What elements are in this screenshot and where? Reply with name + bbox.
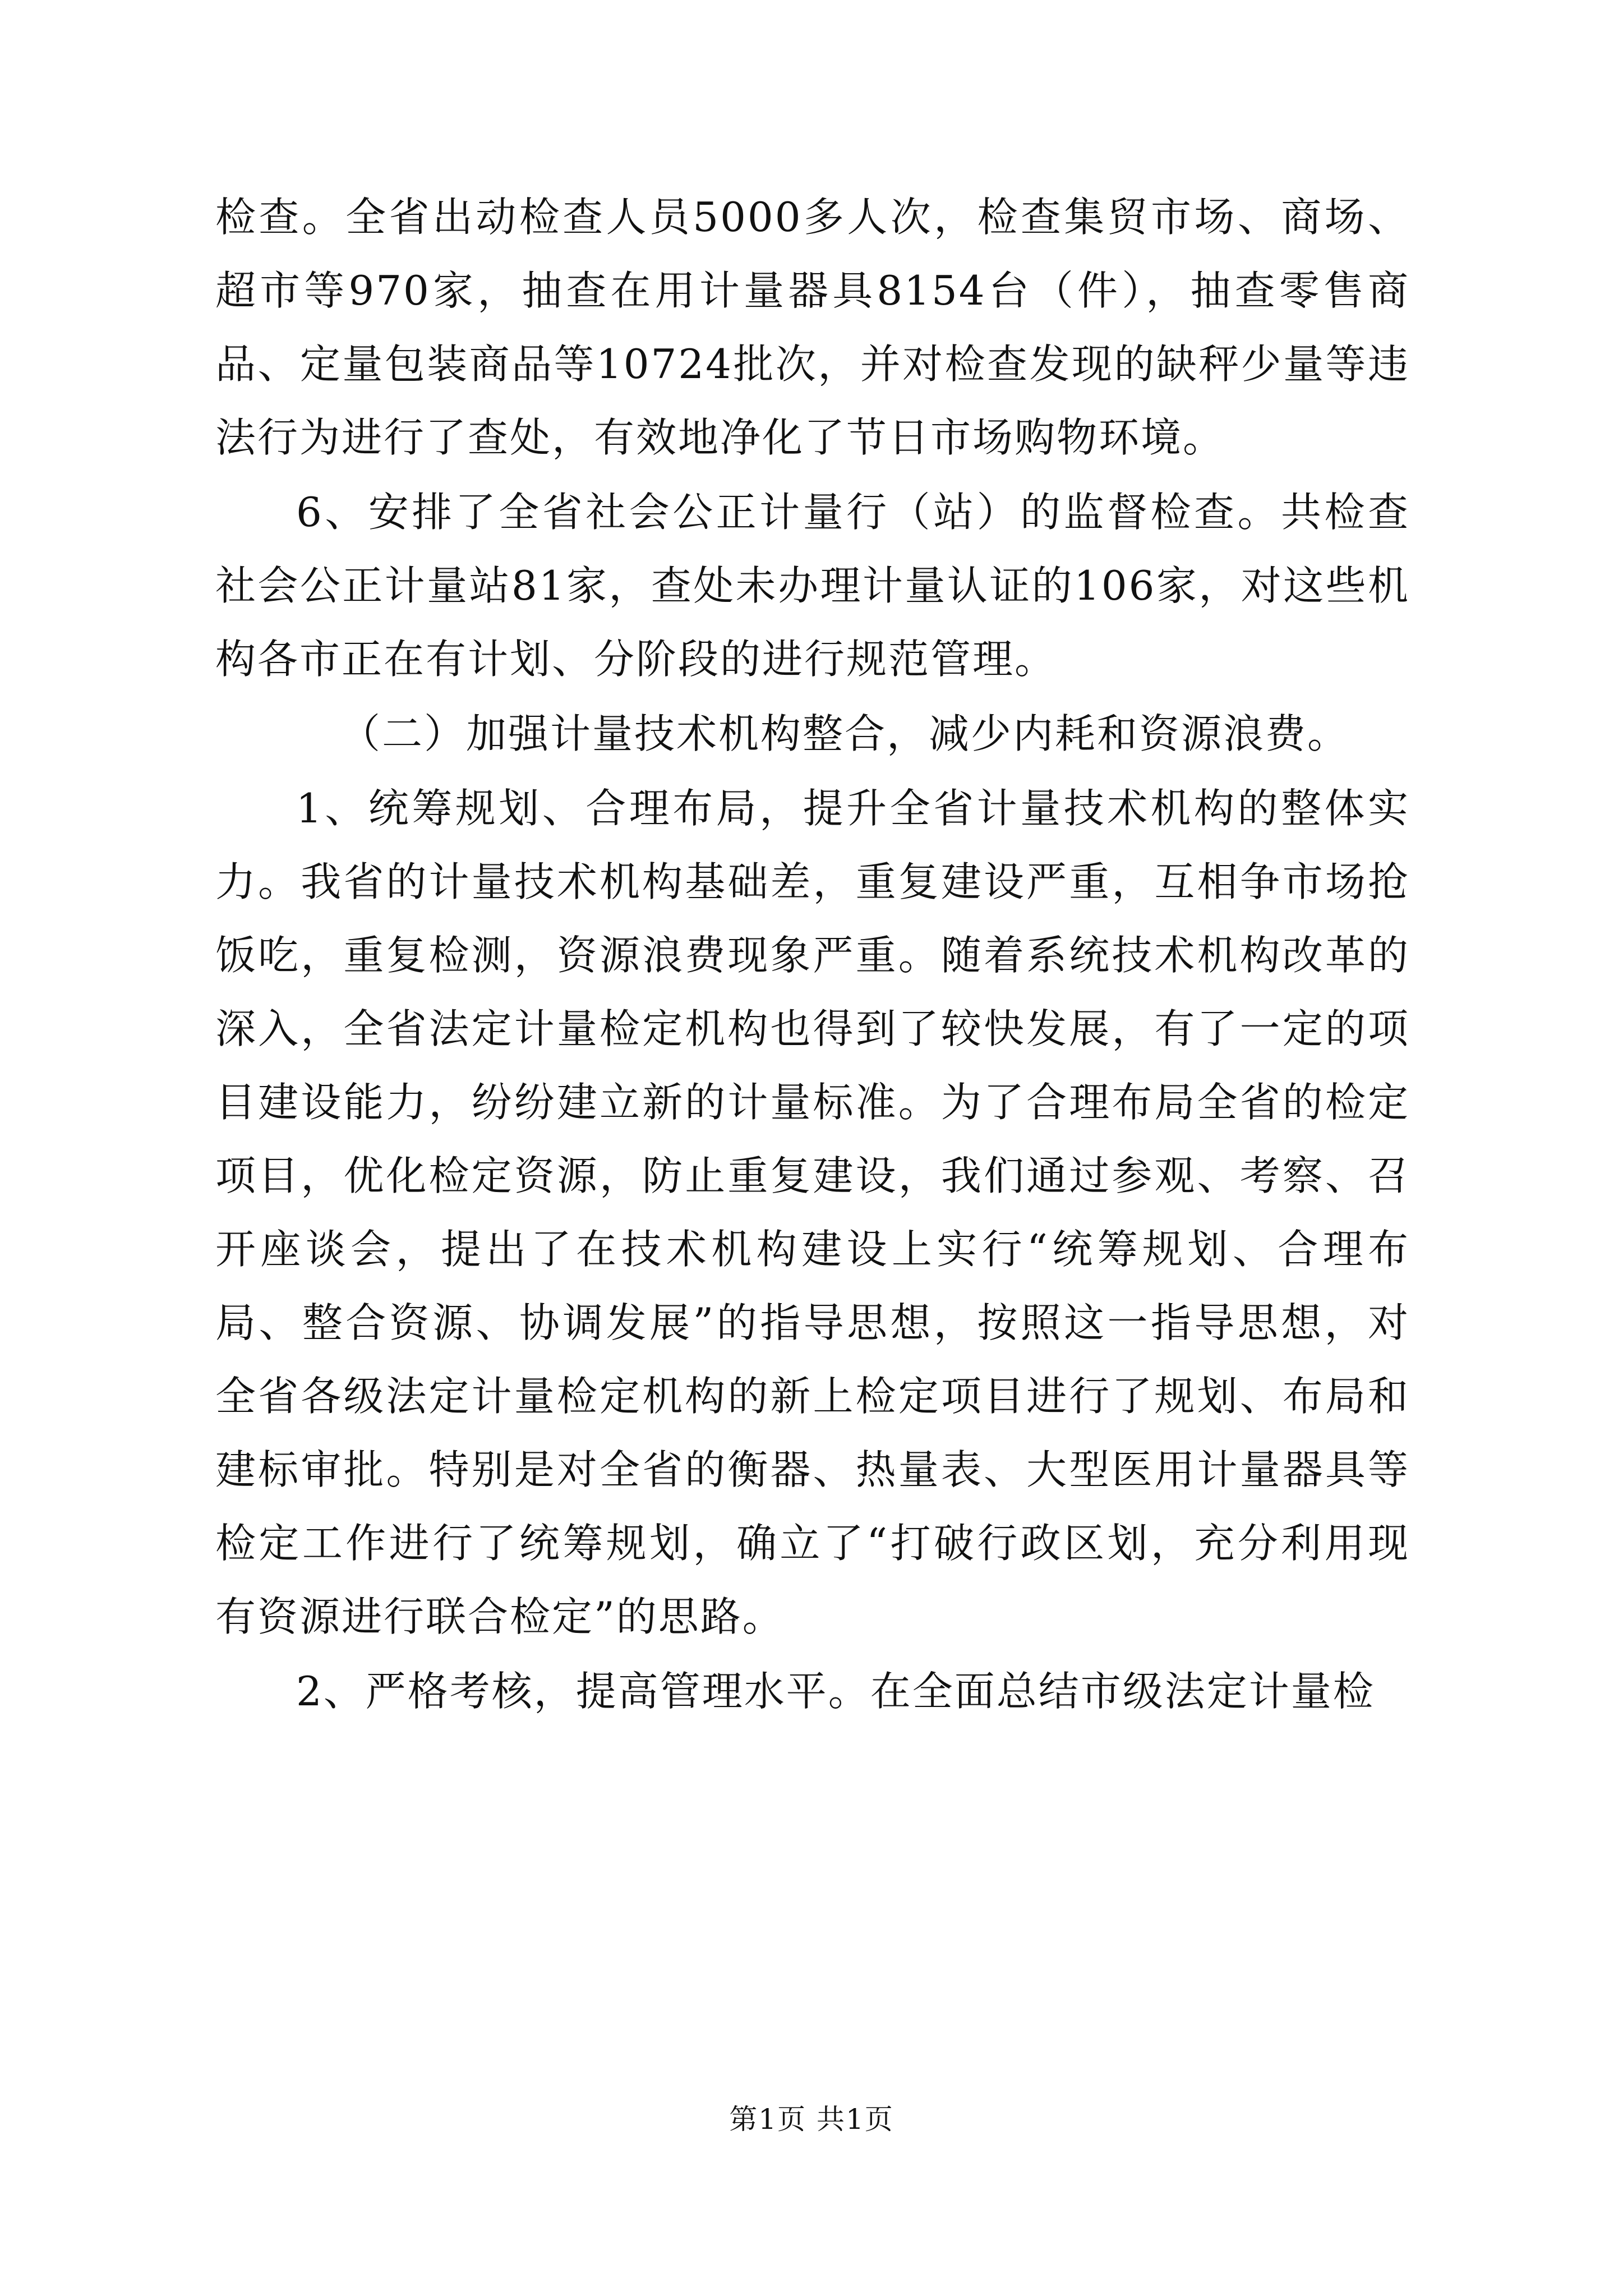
section-heading-2: （二）加强计量技术机构整合，减少内耗和资源浪费。 <box>340 710 1350 757</box>
paragraph-item-1: 1、统筹规划、合理布局，提升全省计量技术机构的整体实力。我省的计量技术机构基础差，重复建设严重，互相争市场抢饭吃，重复检测，资源浪费现象严重。随着系统技术机构改革的深入，全省法定计量检定机构也得到了较快发展，有了一定的项目建设能力，纷纷建立新的计量标准。为了合理布局全省的检定项目，优化检定资源，防止重复建设，我们通过参观、考察、召开座谈会，提出了在技术机构建设上实行“统筹规划、合理布局、整合资源、协调发展”的指导思想，按照这一指导思想，对全省各级法定计量检定机构的新上检定项目进行了规划、布局和建标审批。特别是对全省的衡器、热量表、大型医用计量器具等检定工作进行了统筹规划，确立了“打破行政区划，充分利用现有资源进行联合检定”的思路。 <box>215 785 1410 1640</box>
paragraph-item-2: 2、严格考核，提高管理水平。在全面总结市级法定计量检 <box>296 1668 1375 1715</box>
page-footer: 第1页 共1页 <box>729 2103 894 2136</box>
paragraph-inspection-summary: 检查。全省出动检查人员5000多人次，检查集贸市场、商场、超市等970家，抽查在用计量器具8154台（件），抽查零售商品、定量包装商品等10724批次，并对检查发现的缺秤少量等违法行为进行了查处，有效地净化了节日市场购物环境。 <box>215 194 1410 461</box>
paragraph-item-6: 6、安排了全省社会公正计量行（站）的监督检查。共检查社会公正计量站81家，查处未办理计量认证的106家，对这些机构各市正在有计划、分阶段的进行规范管理。 <box>215 489 1410 683</box>
document-body <box>215 181 1410 1728</box>
